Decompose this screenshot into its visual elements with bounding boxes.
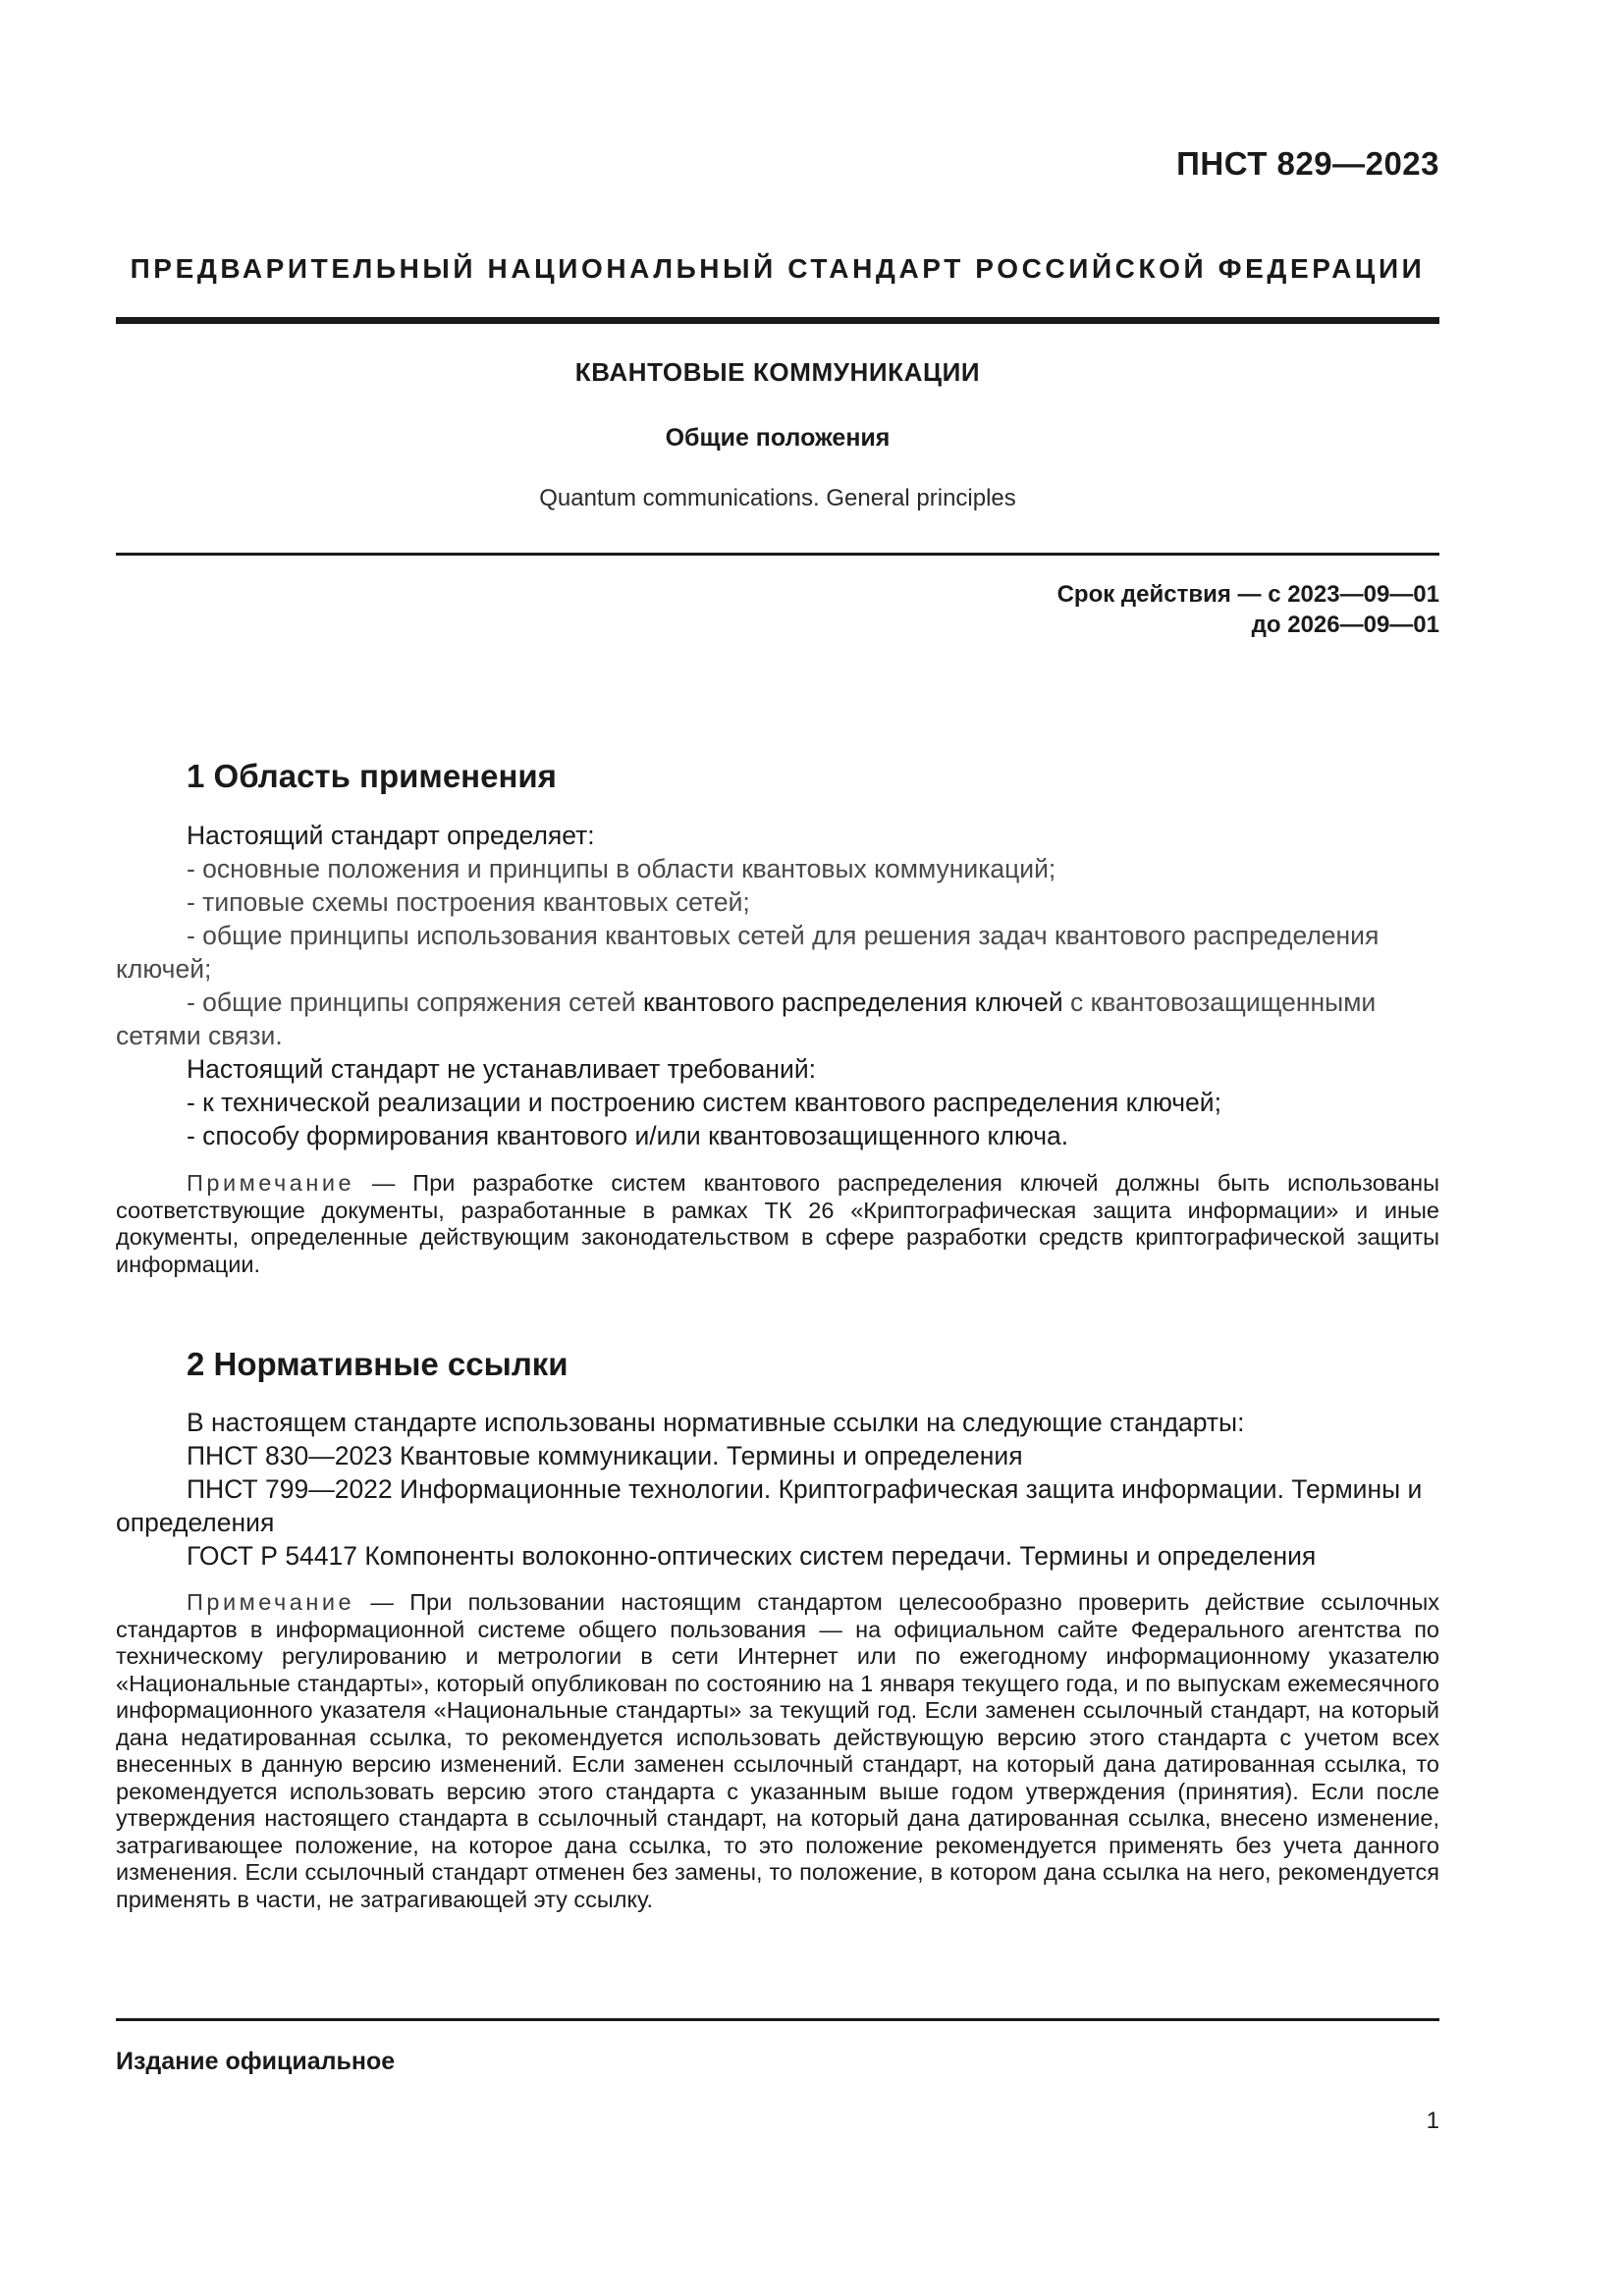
reference-item: ПНСТ 830—2023 Квантовые коммуникации. Термины и определения (187, 1441, 1023, 1470)
section-2-heading: 2 Нормативные ссылки (187, 1346, 568, 1382)
scope-item-part: с квантовозащищенными сетями связи. (116, 988, 1377, 1050)
scope-item-part: - общие принципы сопряжения сетей (187, 988, 643, 1017)
scope-item-part: квантового распределения ключей (642, 988, 1063, 1017)
document-number: ПНСТ 829—2023 (1176, 145, 1439, 182)
section-1-note (116, 1170, 1439, 1278)
exclusions-intro: Настоящий стандарт не устанавливает требований: (187, 1054, 816, 1084)
note-paragraph (116, 1170, 1439, 1278)
exclusion-item: - к технической реализации и построению систем квантового распределения ключей; (187, 1088, 1221, 1117)
document-type-heading: ПРЕДВАРИТЕЛЬНЫЙ НАЦИОНАЛЬНЫЙ СТАНДАРТ РОССИЙСКОЙ ФЕДЕРАЦИИ (130, 253, 1426, 284)
validity-to: до 2026—09—01 (1251, 612, 1439, 638)
document-title: КВАНТОВЫЕ КОММУНИКАЦИИ (574, 357, 981, 387)
reference-item: ГОСТ Р 54417 Компоненты волоконно-оптических систем передачи. Термины и определения (187, 1541, 1317, 1571)
scope-item (116, 986, 1439, 1052)
scope-item: - типовые схемы построения квантовых сетей; (187, 887, 750, 917)
section-1-heading: 1 Область применения (187, 758, 557, 794)
scope-intro: Настоящий стандарт определяет: (187, 821, 595, 850)
section-2-note (116, 1589, 1439, 1913)
note-text: — При пользовании настоящим стандартом целесообразно проверить действие ссылочных стандартов в информационной системе общего пользования — на официальном сайте Федерального агентства по техническому регулированию и метрологии в сети Интернет или по ежегодному информационному указателю «Национальные стандарты», который опубликован по состоянию на 1 января текущего года, и по выпускам ежемесячного информационного указателя «Национальные стандарты» за текущий год. Если заменен ссылочный стандарт, на который дана недатированная ссылка, то рекомендуется использовать действующую версию этого стандарта с учетом всех внесенных в данную версию изменений. Если заменен ссылочный стандарт, на который дана датированная ссылка, то рекомендуется использовать версию этого стандарта с указанным выше годом утверждения (принятия). Если после утверждения настоящего стандарта в ссылочный стандарт, на который дана датированная ссылка, внесено изменение, затрагивающее положение, на которое дана ссылка, то это положение рекомендуется применять без учета данного изменения. Если ссылочный стандарт отменен без замены, то положение, в котором дана ссылка на него, рекомендуется применять в части, не затрагивающей эту ссылку. (116, 1589, 1439, 1912)
validity-from: Срок действия — с 2023—09—01 (1056, 581, 1439, 608)
note-label: Примечание (187, 1589, 355, 1615)
scope-item: - основные положения и принципы в области квантовых коммуникаций; (187, 854, 1056, 883)
note-paragraph (116, 1589, 1439, 1913)
official-edition-label: Издание официальное (116, 2048, 396, 2075)
section-2-body (116, 1406, 1439, 1573)
page-number: 1 (1426, 2108, 1439, 2134)
section-1-body (116, 819, 1439, 1152)
header-divider (116, 317, 1439, 324)
references-intro: В настоящем стандарте использованы нормативные ссылки на следующие стандарты: (187, 1408, 1245, 1437)
note-label: Примечание (187, 1170, 355, 1196)
footer-divider (116, 2018, 1439, 2021)
document-title-english: Quantum communications. General principles (539, 485, 1016, 511)
exclusion-item: - способу формирования квантового и/или квантовозащищенного ключа. (187, 1121, 1069, 1150)
validity-period (1057, 579, 1439, 640)
scope-item: - общие принципы использования квантовых сетей для решения задач квантового распределения ключей; (116, 921, 1380, 984)
reference-item: ПНСТ 799—2022 Информационные технологии. Криптографическая защита информации. Термины и определения (116, 1474, 1423, 1537)
note-text: — При разработке систем квантового распределения ключей должны быть использованы соответствующие документы, разработанные в рамках ТК 26 «Криптографическая защита информации» и иные документы, определенные действующим законодательством в сфере разработки средств криптографической защиты информации. (116, 1170, 1439, 1277)
document-subtitle: Общие положения (665, 424, 891, 452)
title-divider (116, 553, 1439, 556)
